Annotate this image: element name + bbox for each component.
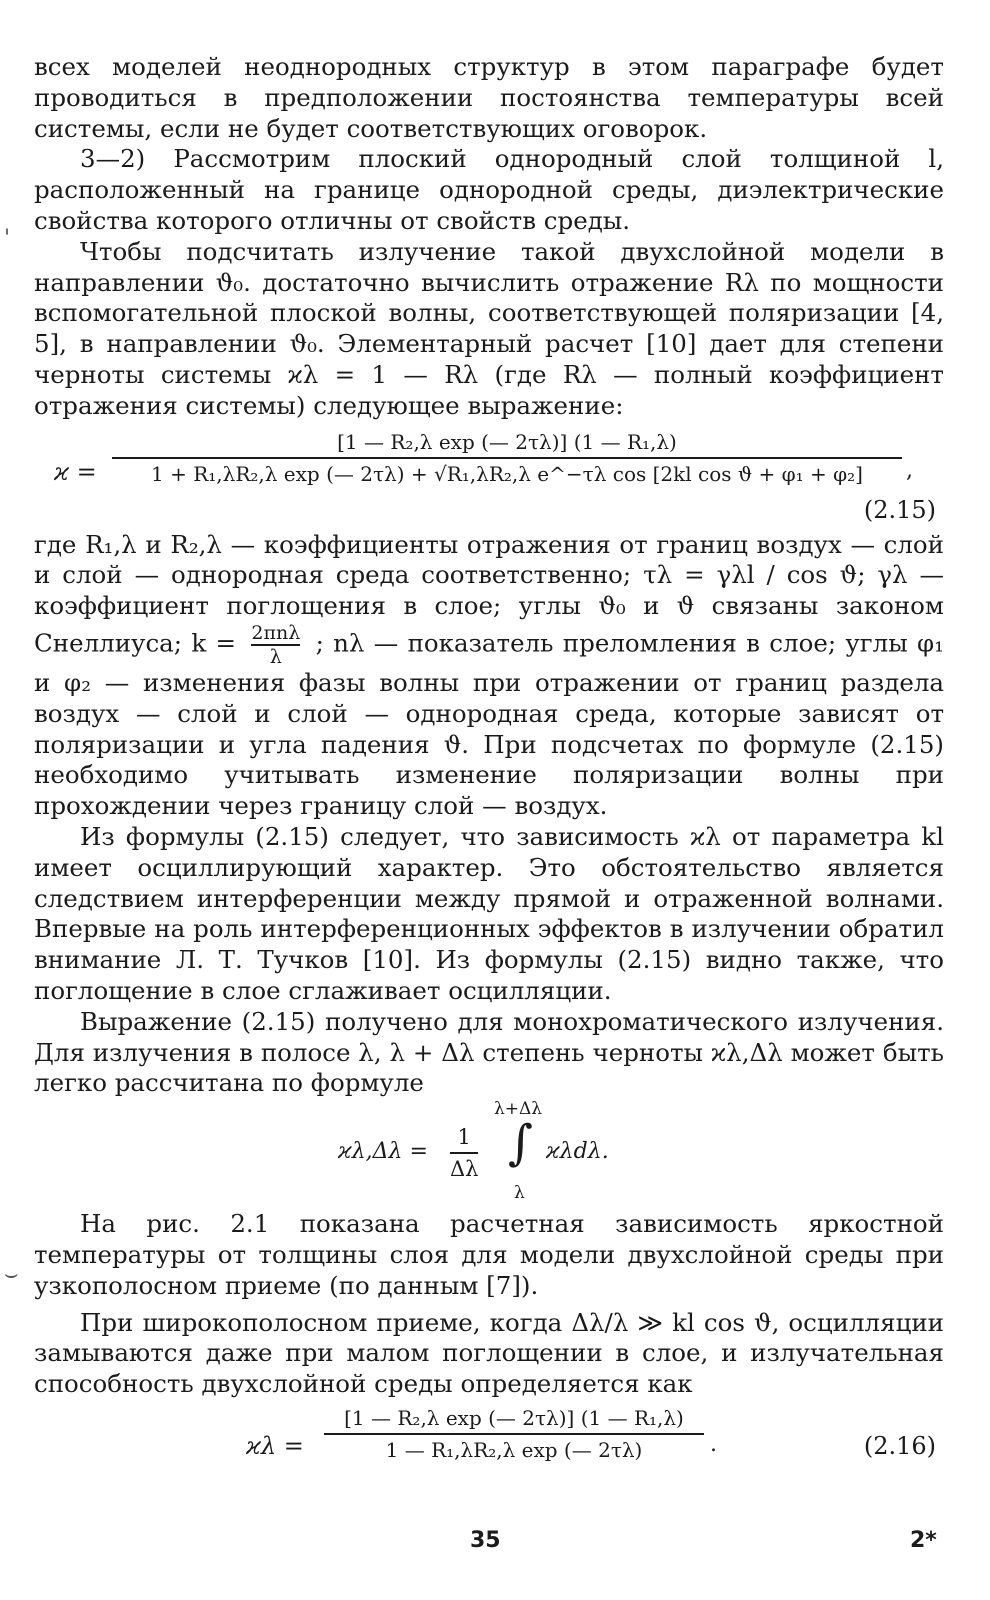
paragraph-monochromatic: Выражение (2.15) получено для монохроматического излучения. Для излучения в полосе λ, λ + Δλ степень черноты ϰλ,Δλ может быть легко рассчитана по формуле [34,1006,944,1098]
paragraph-figure-ref: На рис. 2.1 показана расчетная зависимость яркостной температуры от толщины слоя для модели двухслойной среды при узкополосном приеме (по данным [7]). [34,1209,944,1300]
formula-2-15-lhs: ϰ = [54,457,97,486]
paragraph-intro: всех моделей неоднородных структур в этом параграфе будет проводиться в предположении постоянства температуры всей системы, если не будет соответствующих оговорок. [34,52,944,143]
formula-2-15-fraction [112,430,902,486]
equation-number-2-15: (2.15) [863,495,936,524]
paragraph-broadband: При широкополосном приеме, когда Δλ/λ ≫ kl cos ϑ, осцилляции замываются даже при малом поглощении в слое, и излучательная способность двухслойной среды определяется как [34,1307,944,1399]
formula-2-15-comma: , [906,457,913,483]
k-fraction-denominator: λ [269,645,282,668]
margin-mark-top: ' [4,226,11,251]
integral-lower-limit: λ [514,1183,525,1204]
integral-coef-denominator: Δλ [450,1157,479,1182]
formula-2-16-denominator: 1 — R₁,λR₂,λ exp (— 2τλ) [385,1437,643,1462]
fraction-bar [450,1152,478,1154]
paragraph-oscillation: Из формулы (2.15) следует, что зависимость ϰλ от параметра kl имеет осциллирующий характер. Это обстоятельство является следствием интерференции между прямой и отраженной волнами. Впервые на роль интерференционных эффектов в излучении обратил внимание Л. Т. Тучков [10]. Из формулы (2.15) видно также, что поглощение в слое сглаживает осцилляции. [34,821,944,1005]
definitions-text-a: где R₁,λ и R₂,λ — коэффициенты отражения от границ воздух — слой и слой — однородная среда соответственно; τλ = γλl / cos ϑ; γλ — коэффициент поглощения в слое; углы ϑ₀ и ϑ связаны законом Снеллиуса; k = [34,529,944,658]
formula-2-15 [34,428,944,524]
page-body [34,52,944,1488]
margin-mark-bottom: ⌣ [4,1262,19,1287]
page-footer [0,1528,990,1558]
paragraph-definitions [34,530,944,822]
equation-number-2-16: (2.16) [863,1431,936,1460]
integral-integrand: ϰλdλ. [546,1139,609,1165]
integral-coef-numerator: 1 [457,1125,471,1150]
fraction-bar [112,457,902,459]
k-fraction [251,622,300,668]
fraction-bar [324,1433,704,1435]
formula-2-15-denominator: 1 + R₁,λR₂,λ exp (— 2τλ) + √R₁,λR₂,λ e^−τλ cos [2kl cos ϑ + φ₁ + φ₂] [151,461,863,486]
formula-2-16-fraction [324,1406,704,1462]
formula-integral [34,1099,944,1209]
formula-2-16-lhs: ϰλ = [246,1431,304,1460]
formula-2-16-numerator: [1 — R₂,λ exp (— 2τλ)] (1 — R₁,λ) [344,1405,684,1430]
integral-coefficient [450,1125,478,1181]
formula-2-16-period: . [710,1431,717,1457]
paragraph-reflection: Чтобы подсчитать излучение такой двухслойной модели в направлении ϑ₀. достаточно вычислить отражение Rλ по мощности вспомогательной плоской волны, соответствующей поляризации [4, 5], в направлении ϑ₀. Элементарный расчет [10] дает для степени черноты системы ϰλ = 1 — Rλ (где Rλ — полный коэффициент отражения системы) следующее выражение: [34,236,944,420]
integral-sign: ∫ [508,1115,534,1172]
formula-2-16 [34,1404,944,1488]
paragraph-section-3-2: 3—2) Рассмотрим плоский однородный слой толщиной l, расположенный на границе однородной среды, диэлектрические свойства которого отличны от свойств среды. [34,144,944,235]
k-fraction-numerator: 2πnλ [251,621,301,644]
definitions-text-b: ; nλ — показатель преломления в слое; углы φ₁ и φ₂ — изменения фазы волны при отражении от границ раздела воздух — слой и слой — однородная среда, которые зависят от поляризации и угла падения ϑ. При подсчетах по формуле (2.15) необходимо учитывать изменение поляризации волны при прохождении через границу слой — воздух. [34,628,945,821]
formula-2-15-numerator: [1 — R₂,λ exp (— 2τλ)] (1 — R₁,λ) [337,429,677,454]
page-number: 35 [470,1528,501,1553]
integral-upper-limit: λ+Δλ [494,1099,543,1120]
integral-lhs: ϰλ,Δλ = [338,1139,428,1165]
signature-mark: 2* [910,1528,937,1553]
